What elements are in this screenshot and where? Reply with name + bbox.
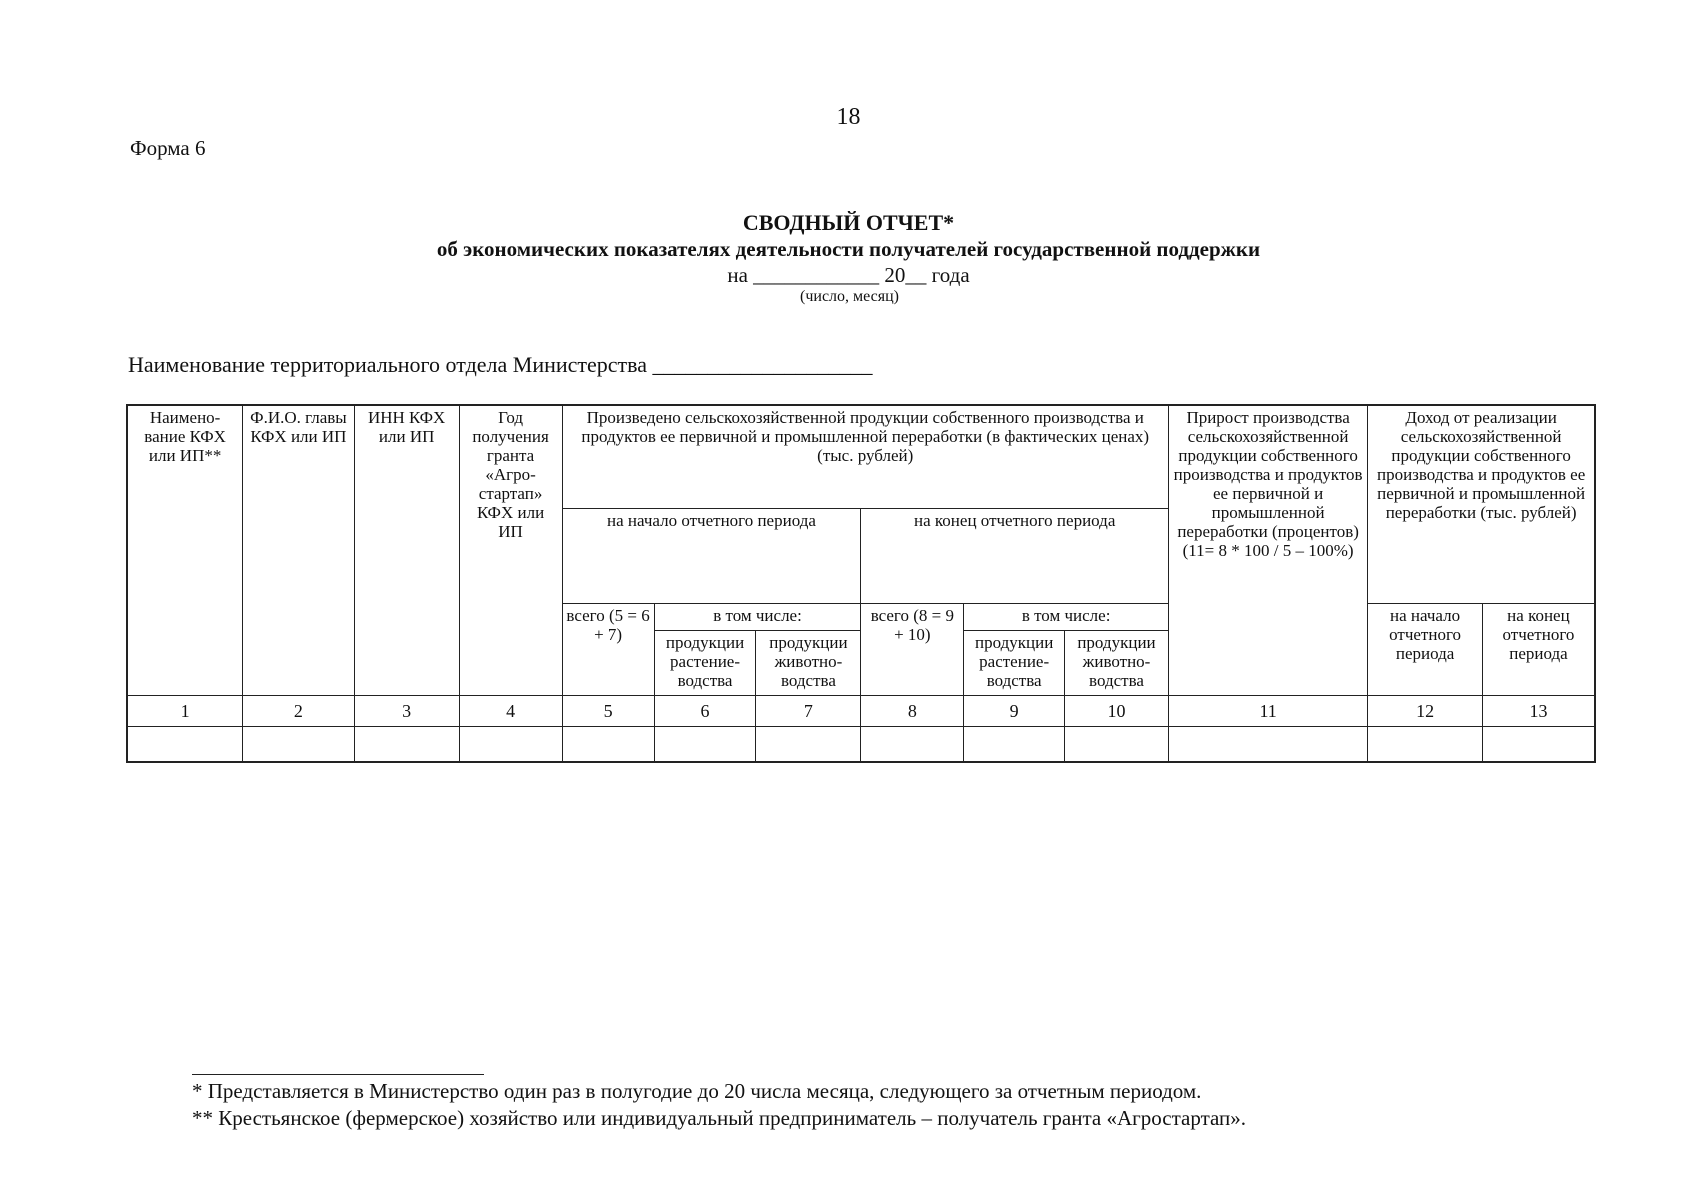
report-title: СВОДНЫЙ ОТЧЕТ*: [742, 210, 955, 235]
form-label: Форма 6: [130, 136, 206, 160]
header-including-end: в том числе:: [964, 604, 1169, 631]
header-income: Доход от реализации сельскохозяйственной продукции собственного производства и продуктов ее первичной и промышленной переработки (тыс. рублей): [1368, 405, 1595, 604]
header-row-1: [127, 405, 1595, 509]
column-number: 4: [459, 696, 562, 727]
data-cell: [1368, 727, 1483, 763]
title-block: [0, 210, 1697, 306]
footnotes: [192, 1078, 1246, 1132]
data-row-empty: [127, 727, 1595, 763]
data-cell: [756, 727, 861, 763]
data-cell: [243, 727, 354, 763]
header-livestock-end: продукции животно-водства: [1065, 631, 1169, 696]
column-number: 6: [654, 696, 756, 727]
header-total-start: всего (5 = 6 + 7): [562, 604, 654, 696]
data-cell: [1168, 727, 1367, 763]
column-number: 8: [861, 696, 964, 727]
header-including-start: в том числе:: [654, 604, 861, 631]
data-cell: [1065, 727, 1169, 763]
header-period-end: на конец отчетного периода: [861, 509, 1169, 604]
page-number: 18: [836, 104, 861, 130]
department-line: Наименование территориального отдела Министерства ____________________: [128, 352, 873, 377]
data-cell: [654, 727, 756, 763]
column-number: 12: [1368, 696, 1483, 727]
data-cell: [459, 727, 562, 763]
header-name: Наимено-вание КФХ или ИП**: [127, 405, 243, 696]
header-income-end: на конец отчетного периода: [1482, 604, 1595, 696]
header-total-end: всего (8 = 9 + 10): [861, 604, 964, 696]
column-number: 2: [243, 696, 354, 727]
header-inn: ИНН КФХ или ИП: [354, 405, 459, 696]
data-cell: [1482, 727, 1595, 763]
column-number: 10: [1065, 696, 1169, 727]
header-produced: Произведено сельскохозяйственной продукции собственного производства и продуктов ее первичной и промышленной переработки (в фактических ценах) (тыс. рублей): [562, 405, 1168, 509]
header-livestock-start: продукции животно-водства: [756, 631, 861, 696]
data-cell: [127, 727, 243, 763]
header-grant-year: Год получения гранта «Агро-стартап» КФХ или ИП: [459, 405, 562, 696]
column-number-row: [127, 696, 1595, 727]
header-crop-end: продукции растение-водства: [964, 631, 1065, 696]
header-period-start: на начало отчетного периода: [562, 509, 861, 604]
report-date-line: на ____________ 20__ года: [727, 263, 970, 287]
footnote-2: ** Крестьянское (фермерское) хозяйство или индивидуальный предприниматель – получатель гранта «Агростартап».: [192, 1106, 1247, 1130]
column-number: 13: [1482, 696, 1595, 727]
data-cell: [354, 727, 459, 763]
column-number: 1: [127, 696, 243, 727]
column-number: 7: [756, 696, 861, 727]
header-growth: Прирост производства сельскохозяйственной продукции собственного производства и продуктов ее первичной и промышленной переработки (процентов) (11= 8 * 100 / 5 – 100%): [1168, 405, 1367, 696]
header-crop-start: продукции растение-водства: [654, 631, 756, 696]
header-income-start: на начало отчетного периода: [1368, 604, 1483, 696]
footnote-divider: [192, 1074, 484, 1075]
report-subtitle: об экономических показателях деятельности получателей государственной поддержки: [436, 237, 1261, 261]
column-number: 3: [354, 696, 459, 727]
data-cell: [964, 727, 1065, 763]
column-number: 11: [1168, 696, 1367, 727]
report-date-hint: (число, месяц): [800, 288, 899, 305]
header-fio: Ф.И.О. главы КФХ или ИП: [243, 405, 354, 696]
data-cell: [562, 727, 654, 763]
column-number: 9: [964, 696, 1065, 727]
footnote-1: * Представляется в Министерство один раз в полугодие до 20 числа месяца, следующего за отчетным периодом.: [192, 1079, 1202, 1103]
data-cell: [861, 727, 964, 763]
column-number: 5: [562, 696, 654, 727]
report-table: [126, 404, 1596, 763]
